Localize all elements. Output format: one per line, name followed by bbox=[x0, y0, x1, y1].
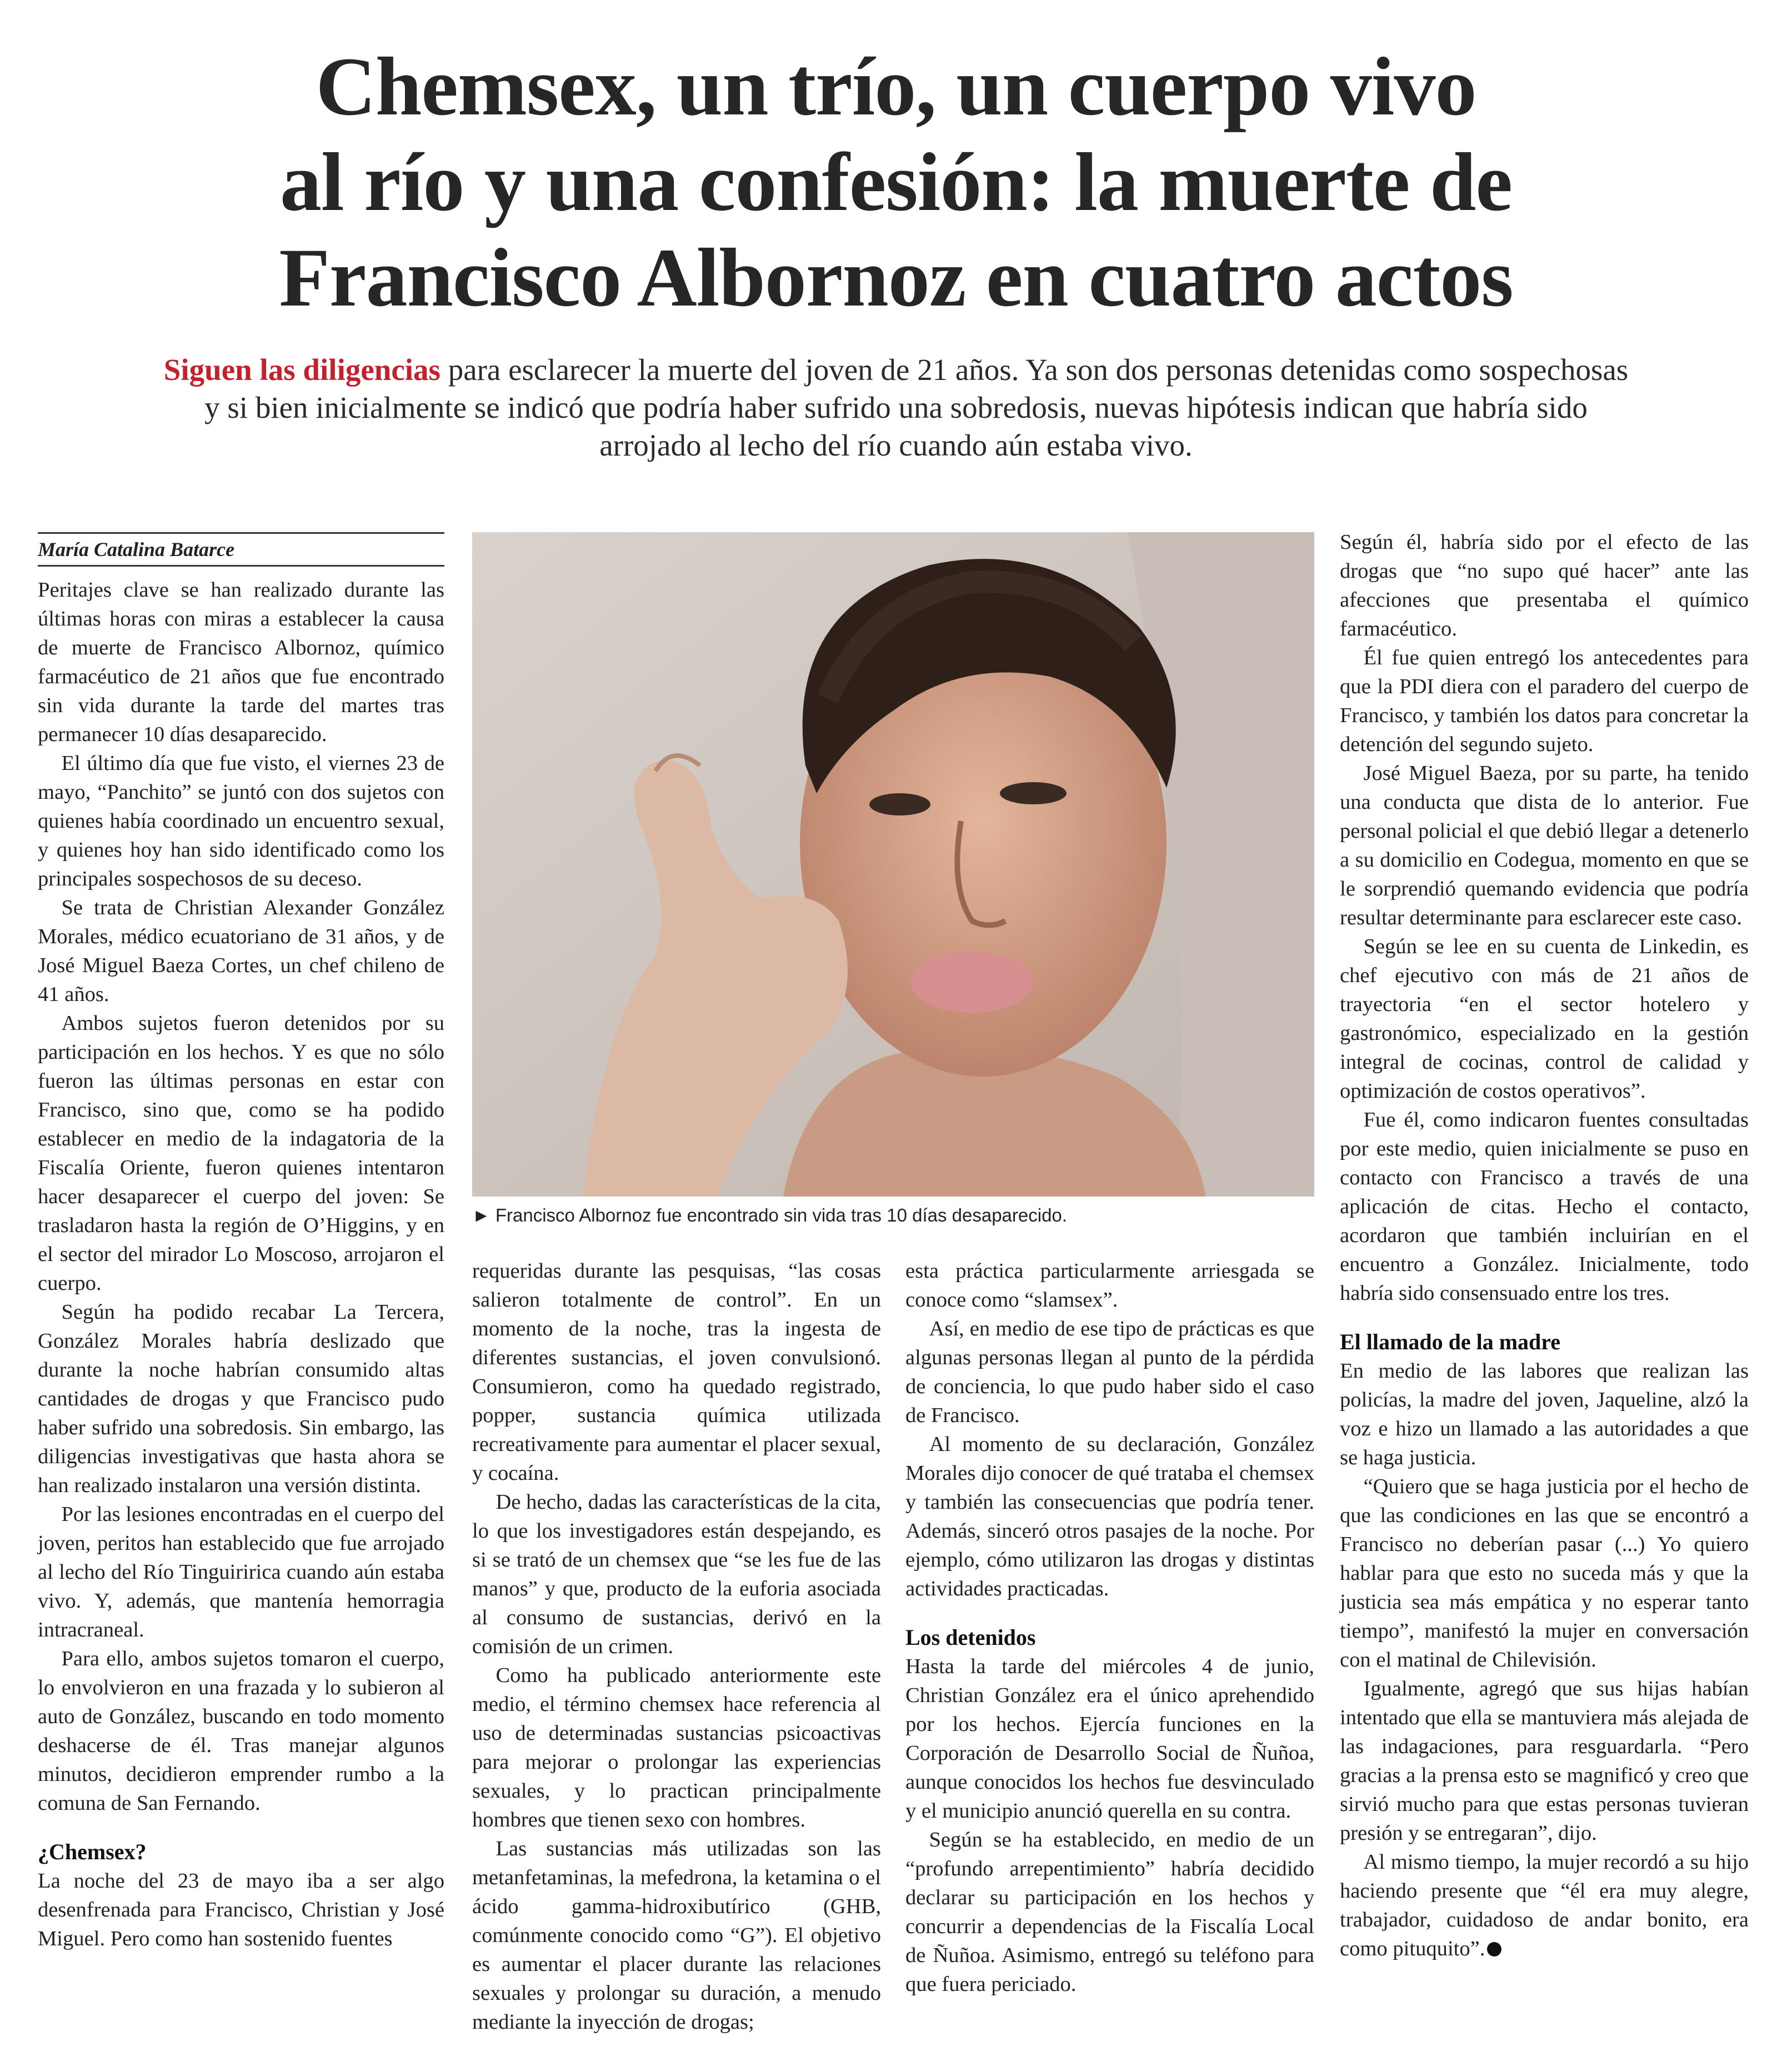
paragraph: Se trata de Christian Alexander González Morales, médico ecuatoriano de 31 años, y de José Miguel Baeza Cortes, un chef chileno de 41 años. bbox=[38, 896, 444, 1006]
headline-line: Chemsex, un trío, un cuerpo vivo bbox=[316, 41, 1476, 133]
headline-line: Francisco Albornoz en cuatro actos bbox=[279, 232, 1513, 324]
paragraph: Según ha podido recabar La Tercera, González Morales habría deslizado que durante la noche habrían consumido altas cantidades de drogas y que Francisco pudo haber sufrido una sobredosis. Sin embargo, las diligencias investigativas que hasta ahora se han realizado instalaron una versión distinta. bbox=[38, 1300, 444, 1497]
paragraph: Hasta la tarde del miércoles 4 de junio, Christian González era el único aprehendido por los hechos. Ejercía funciones en la Corporación de Desarrollo Social de Ñuñoa, aunque conocidos los hechos fue desvinculado y el municipio anunció querella en su contra. bbox=[905, 1655, 1314, 1823]
paragraph: El último día que fue visto, el viernes 23 de mayo, “Panchito” se juntó con dos sujetos con quienes había coordinado un encuentro sexual, y quienes hoy han sido identificado como los principales sospechosos de su deceso. bbox=[38, 752, 444, 890]
paragraph: Según se lee en su cuenta de Linkedin, es chef ejecutivo con más de 21 años de trayectoria “en el sector hotelero y gastronómico, especializado en la gestión integral de cocinas, control de calidad y optimización de costos operativos”. bbox=[1340, 935, 1749, 1103]
deck-highlight: Siguen las diligencias bbox=[163, 353, 441, 387]
column-1 bbox=[38, 532, 444, 1953]
portrait-image bbox=[472, 532, 1314, 1197]
deck bbox=[161, 351, 1631, 464]
paragraph: requeridas durante las pesquisas, “las cosas salieron totalmente de control”. En un momento de la noche, tras la ingesta de diferentes sustancias, el joven convulsionó. Consumieron, como ha quedado registrado, popper, sustancia química utilizada recreativamente para aumentar el placer sexual, y cocaína. bbox=[472, 1259, 881, 1485]
headline bbox=[67, 39, 1725, 326]
paragraph: esta práctica particularmente arriesgada se conoce como “slamsex”. bbox=[905, 1259, 1314, 1312]
paragraph: Ambos sujetos fueron detenidos por su participación en los hechos. Y es que no sólo fueron las últimas personas en estar con Francisco, sino que, como se ha podido establecer en medio de la indagatoria de la Fiscalía Oriente, fueron quienes intentaron hacer desaparecer el cuerpo del joven: Se trasladaron hasta la región de O’Higgins, y en el sector del mirador Lo Moscoso, arrojaron el cuerpo. bbox=[38, 1012, 444, 1295]
caption-marker: ► bbox=[472, 1205, 490, 1225]
paragraph: Según se ha establecido, en medio de un “profundo arrepentimiento” habría decidido declarar su participación en los hechos y concurrir a dependencias de la Fiscalía Local de Ñuñoa. Asimismo, entregó su teléfono para que fuera periciado. bbox=[905, 1828, 1314, 1996]
subheading: ¿Chemsex? bbox=[38, 1839, 147, 1864]
paragraph: Peritajes clave se han realizado durante las últimas horas con miras a establecer la causa de muerte de Francisco Albornoz, químico farmacéutico de 21 años que fue encontrado sin vida durante la tarde del martes tras permanecer 10 días desaparecido. bbox=[38, 578, 444, 746]
paragraph-text: Al mismo tiempo, la mujer recordó a su hijo haciendo presente que “él era muy alegre, trabajador, cuidadoso de andar bonito, era como pituquito”. bbox=[1340, 1850, 1749, 1960]
paragraph: La noche del 23 de mayo iba a ser algo desenfrenada para Francisco, Christian y José Miguel. Pero como han sostenido fuentes bbox=[38, 1869, 444, 1950]
paragraph: Así, en medio de ese tipo de prácticas es que algunas personas llegan al punto de la pérdida de conciencia, lo que pudo haber sido el caso de Francisco. bbox=[905, 1317, 1314, 1427]
paragraph: Las sustancias más utilizadas son las metanfetaminas, la mefedrona, la ketamina o el ácido gamma-hidroxibutírico (GHB, comúnmente conocido como “G”). El objetivo es aumentar el placer durante las relaciones sexuales y prolongar su duración, a menudo mediante la inyección de drogas; bbox=[472, 1837, 881, 2034]
column-2 bbox=[472, 1257, 881, 2036]
subheading: El llamado de la madre bbox=[1340, 1329, 1561, 1354]
subheading: Los detenidos bbox=[905, 1625, 1036, 1650]
caption-text: Francisco Albornoz fue encontrado sin vida tras 10 días desaparecido. bbox=[495, 1205, 1067, 1225]
paragraph: Por las lesiones encontradas en el cuerpo del joven, peritos han establecido que fue arrojado al lecho del Río Tinguiririca cuando aún estaba vivo. Y, además, que mantenía hemorragia intracraneal. bbox=[38, 1503, 444, 1641]
end-mark-icon bbox=[1487, 1942, 1501, 1956]
photo-caption bbox=[472, 1202, 1314, 1229]
paragraph: Según él, habría sido por el efecto de las drogas que “no supo qué hacer” ante las afecciones que presentaba el químico farmacéutico. bbox=[1340, 530, 1749, 640]
paragraph: En medio de las labores que realizan las policías, la madre del joven, Jaqueline, alzó la voz e hizo un llamado a las autoridades a que se haga justicia. bbox=[1340, 1359, 1749, 1469]
paragraph: Él fue quien entregó los antecedentes para que la PDI diera con el paradero del cuerpo de Francisco, y también los datos para concretar la detención del segundo sujeto. bbox=[1340, 646, 1749, 756]
column-3 bbox=[905, 1257, 1314, 1999]
paragraph: Como ha publicado anteriormente este medio, el término chemsex hace referencia al uso de determinadas sustancias psicoactivas para mejorar o prolongar las experiencias sexuales, y lo practican principalmente hombres que tienen sexo con hombres. bbox=[472, 1664, 881, 1831]
byline: María Catalina Batarce bbox=[38, 532, 444, 567]
paragraph: José Miguel Baeza, por su parte, ha tenido una conducta que dista de lo anterior. Fue personal policial el que debió llegar a detenerlo a su domicilio en Codegua, momento en que se le sorprendió quemando evidencia que podría resultar determinante para esclarecer este caso. bbox=[1340, 762, 1749, 929]
paragraph: Igualmente, agregó que sus hijas habían intentado que ella se mantuviera más alejada de las indagaciones, para resguardarla. “Pero gracias a la prensa esto se magnificó y creo que sirvió mucho para que estas personas tuvieran presión y se entregaran”, dijo. bbox=[1340, 1677, 1749, 1845]
headline-line: al río y una confesión: la muerte de bbox=[280, 136, 1512, 228]
paragraph: De hecho, dadas las características de la cita, lo que los investigadores están despejando, es si se trató de un chemsex que “se les fue de las manos” y que, producto de la euforia asociada al consumo de sustancias, derivó en la comisión de un crimen. bbox=[472, 1490, 881, 1658]
paragraph bbox=[1340, 1848, 1749, 1963]
article-photo bbox=[472, 532, 1314, 1197]
paragraph: Al momento de su declaración, González Morales dijo conocer de qué trataba el chemsex y también las consecuencias que podría tener. Además, sinceró otros pasajes de la noche. Por ejemplo, cómo utilizaron las drogas y distintas actividades practicadas. bbox=[905, 1433, 1314, 1600]
paragraph: Fue él, como indicaron fuentes consultadas por este medio, quien inicialmente se puso en contacto con Francisco a través de una aplicación de citas. Hecho el contacto, acordaron que también incluirían en el encuentro a González. Inicialmente, todo habría sido consensuado entre los tres. bbox=[1340, 1108, 1749, 1305]
paragraph: Para ello, ambos sujetos tomaron el cuerpo, lo envolvieron en una frazada y lo subieron al auto de González, buscando en todo momento deshacerse de él. Tras manejar algunos minutos, decidieron emprender rumbo a la comuna de San Fernando. bbox=[38, 1647, 444, 1815]
column-4 bbox=[1340, 528, 1749, 1963]
deck-text: para esclarecer la muerte del joven de 21 años. Ya son dos personas detenidas como sospechosas y si bien inicialmente se indicó que podría haber sufrido una sobredosis, nuevas hipótesis indican que habría sido arrojado al lecho del río cuando aún estaba vivo. bbox=[204, 353, 1629, 462]
paragraph: “Quiero que se haga justicia por el hecho de que las condiciones en las que se encontró a Francisco no deberían pasar (...) Yo quiero hablar para que esto no suceda más y que la justicia sea más empática y no esperar tanto tiempo”, manifestó la mujer en conversación con el matinal de Chilevisión. bbox=[1340, 1475, 1749, 1671]
